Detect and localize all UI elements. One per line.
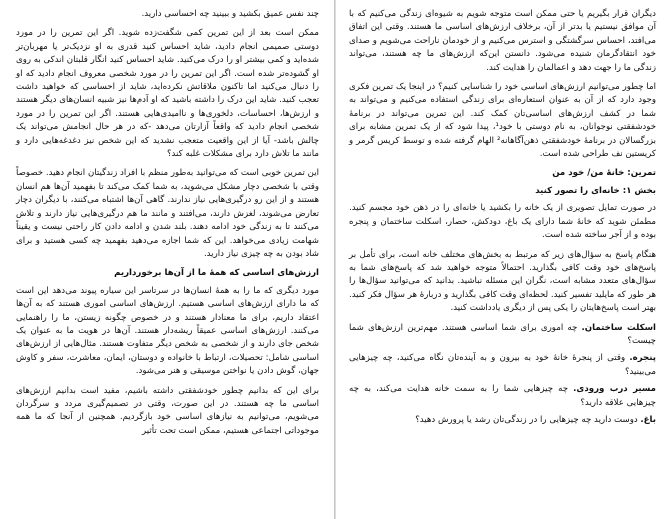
left-paragraph-1: چند نفس عمیق بکشید و ببینید چه احساسی دارید. [141,9,319,19]
left-paragraph-3: این تمرین خوبی است که می‌توانید به‌طور منظم با افراد زندگیتان انجام دهید. خصوصاً وقتی با شخصی دچار مشکل می‌شوید، به شما کمک می‌کند تا بفهمید آن‌ها هم انسان هستند و از این رو درگیری‌هایی نیاز ندارند. گاهی آن‌ها اشتباه می‌کنند، با دیگران دچار تعارض می‌شوند، لغزش دارند، می‌افتند و مانند ما هم درگیری‌هایی نیاز دارند و تلاش می‌کنند تا به زندگی خود ادامه دهند. بلند شدن و ادامه دادن کار راحتی نیست و یقیناً شهامت زیادی می‌خواهد. این که شما اجازه می‌دهید بفهمید چه کسی هستید و برای شاد بودن به چه چیزی نیاز دارید. [16,168,319,259]
exercise-title: تمرین: خانهٔ من/ خود من [552,168,656,179]
question-term: مسیر درب ورودی. [573,384,656,395]
right-paragraph-2: اما چطور می‌توانیم ارزش‌های اساسی خود را شناسایی کنیم؟ در اینجا یک تمرین فکری وجود دارد که از آن به عنوان استعاره‌ای برای زندگی استفاده می‌کنیم و می‌تواند به شما در کشف ارزش‌های اساسی‌تان کمک کند. این تمرین می‌تواند در برنامهٔ خودشفقتی نوجوانان، به نام دوستی با خود¹، پیدا شود که از یک تمرین مشابه برای بزرگسالان در برنامهٔ خودشفقتی ذهن‌آگاهانه² الهام گرفته شده و توسط کریس گرمر و کریستین نف طراحی شده است. [349,82,657,160]
left-section-heading: ارزش‌های اساسی که همهٔ ما از آن‌ها برخورداریم [114,268,319,279]
question-text: وقتی از پنجرهٔ خانهٔ خود به بیرون و به آینده‌تان نگاه می‌کنید، چه چیزهایی می‌بینید؟ [349,353,656,377]
left-paragraph-2: ممکن است بعد از این تمرین کمی شگفت‌زده شوید. اگر این تمرین را در مورد دوستی صمیمی انجام دادید، شاید احساس کنید قدری به او نزدیک‌تر یا مهربان‌تر شده‌اید و کمی بیشتر او را درک می‌کنید. شاید احساس کنید انگار قلبتان اندکی به روی او گشوده‌تر شده است. اگر این تمرین را در مورد شخصی معروف انجام دادید که او را دنبال می‌کنید اما تاکنون ملاقاتش نکرده‌اید، شاید از احساسی که خواهید داشت تعجب کنید. شاید این درک را داشته باشید که او آدم‌ها نیز شبیه انسان‌های دیگر هستند و ارزش‌ها، احساسات، دلخوری‌ها و ناامیدی‌هایی هستند. اگر این تمرین را در مورد شخصی انجام دادید که واقعاً آزارتان می‌دهد -که در هر حال انجامش می‌تواند یک چالش باشد- آیا از این واقعیت متعجب نشدید که این شخص نیز دغدغه‌هایی دارد و مانند ما تلاش دارد برای مشکلات غلبه کند؟ [16,28,319,160]
exercise-part-heading: بخش ۱: خانه‌ای را تصور کنید [535,185,656,196]
question-text: چه اموری برای شما اساسی هستند. مهم‌ترین ارزش‌های شما چیست؟ [349,322,656,346]
question-text: چه چیزهایی شما را به سمت خانه هدایت می‌کند، به چه چیزهایی علاقه دارید؟ [349,384,656,408]
right-page [335,0,670,519]
question-item [349,383,656,410]
left-paragraph-4: مورد دیگری که ما را به همهٔ انسان‌ها در سرتاسر این سیاره پیوند می‌دهد این است که ما دارای ارزش‌های اساسی هستیم. ارزش‌های اساسی اموری هستند که به آن‌ها اعتقاد داریم، برای ما معنادار هستند و در خصوص چگونه زیستن، ما را راهنمایی می‌کنند. ارزش‌های اساسی عمیقاً ریشه‌دار هستند. آن‌ها در هویت ما به عنوان یک شخص جای دارند و از شخصی به شخص دیگر متفاوت هستند. مثال‌هایی از ارزش‌های اساسی شامل: تحصیلات، ارتباط با خانواده و دوستان، ایمان، معاشرت، سفر و کاوش جهان، گوش دادن یا نواختن موسیقی و هنر می‌شود. [16,285,319,377]
right-paragraph-1: دیگران قرار بگیریم یا حتی ممکن است متوجه شویم به شیوه‌ای زندگی می‌کنیم که با آن موافق نیستیم یا بدتر از آن، برخلاف ارزش‌های اساسی ما هستند. وقتی این اتفاق می‌افتد، احساس سرگشتگی و استرس می‌کنیم و از خودمان ناراحت می‌شویم و صدای خود انتقادگرمان شنیده می‌شود. دانستن این‌که ارزش‌های ما چه هستند، می‌تواند زندگی ما را جهت دهد و اعمالمان را هدایت کند. [349,9,656,73]
question-term: اسکلت ساختمان. [581,322,656,333]
question-term: باغ. [640,414,656,425]
book-gutter [334,0,336,519]
question-term: پنجره. [629,353,656,364]
right-paragraph-3: در صورت تمایل تصویری از یک خانه را بکشید یا خانه‌ای را در ذهن خود مجسم کنید. مطمئن شوید که خانهٔ شما دارای یک باغ، دودکش، حصار، اسکلت ساختمان و پنجره بوده و از آجر ساخته شده است. [349,203,656,241]
question-item [349,322,656,349]
right-paragraph-4: هنگام پاسخ به سؤال‌های زیر که مرتبط به بخش‌های مختلف خانه است، برای تأمل بر پاسخ‌های خود وقت کافی بگذارید. احتمالاً متوجه خواهید شد که پاسخ‌های شما به سؤال‌های متعدد مشابه است، نگران این مسئله نباشید. بدانید که می‌توانید سؤال‌ها را هر طور که مایلید تفسیر کنید. لحظه‌ای وقت کافی بگذارید و دربارهٔ هر سؤال فکر کنید. بهتر است پاسخ‌هایتان را یکی پس از دیگری یادداشت کنید. [349,249,656,314]
question-item [349,352,656,379]
left-paragraph-5: برای این که بدانیم چطور خودشفقتی داشته باشیم، مفید است بدانیم ارزش‌های اساسی ما چه هستند. در این صورت، وقتی در تصمیم‌گیری مردد و سرگردان می‌شویم، می‌توانیم به نیازهای اساسی خود بازگردیم. همچنین از آنجا که ما همه موجوداتی اجتماعی هستیم، ممکن است تحت تأثیر [16,385,319,436]
question-text: دوست دارید چه چیزهایی را در زندگی‌تان رشد یا پرورش دهید؟ [415,414,641,425]
question-item [349,414,656,427]
